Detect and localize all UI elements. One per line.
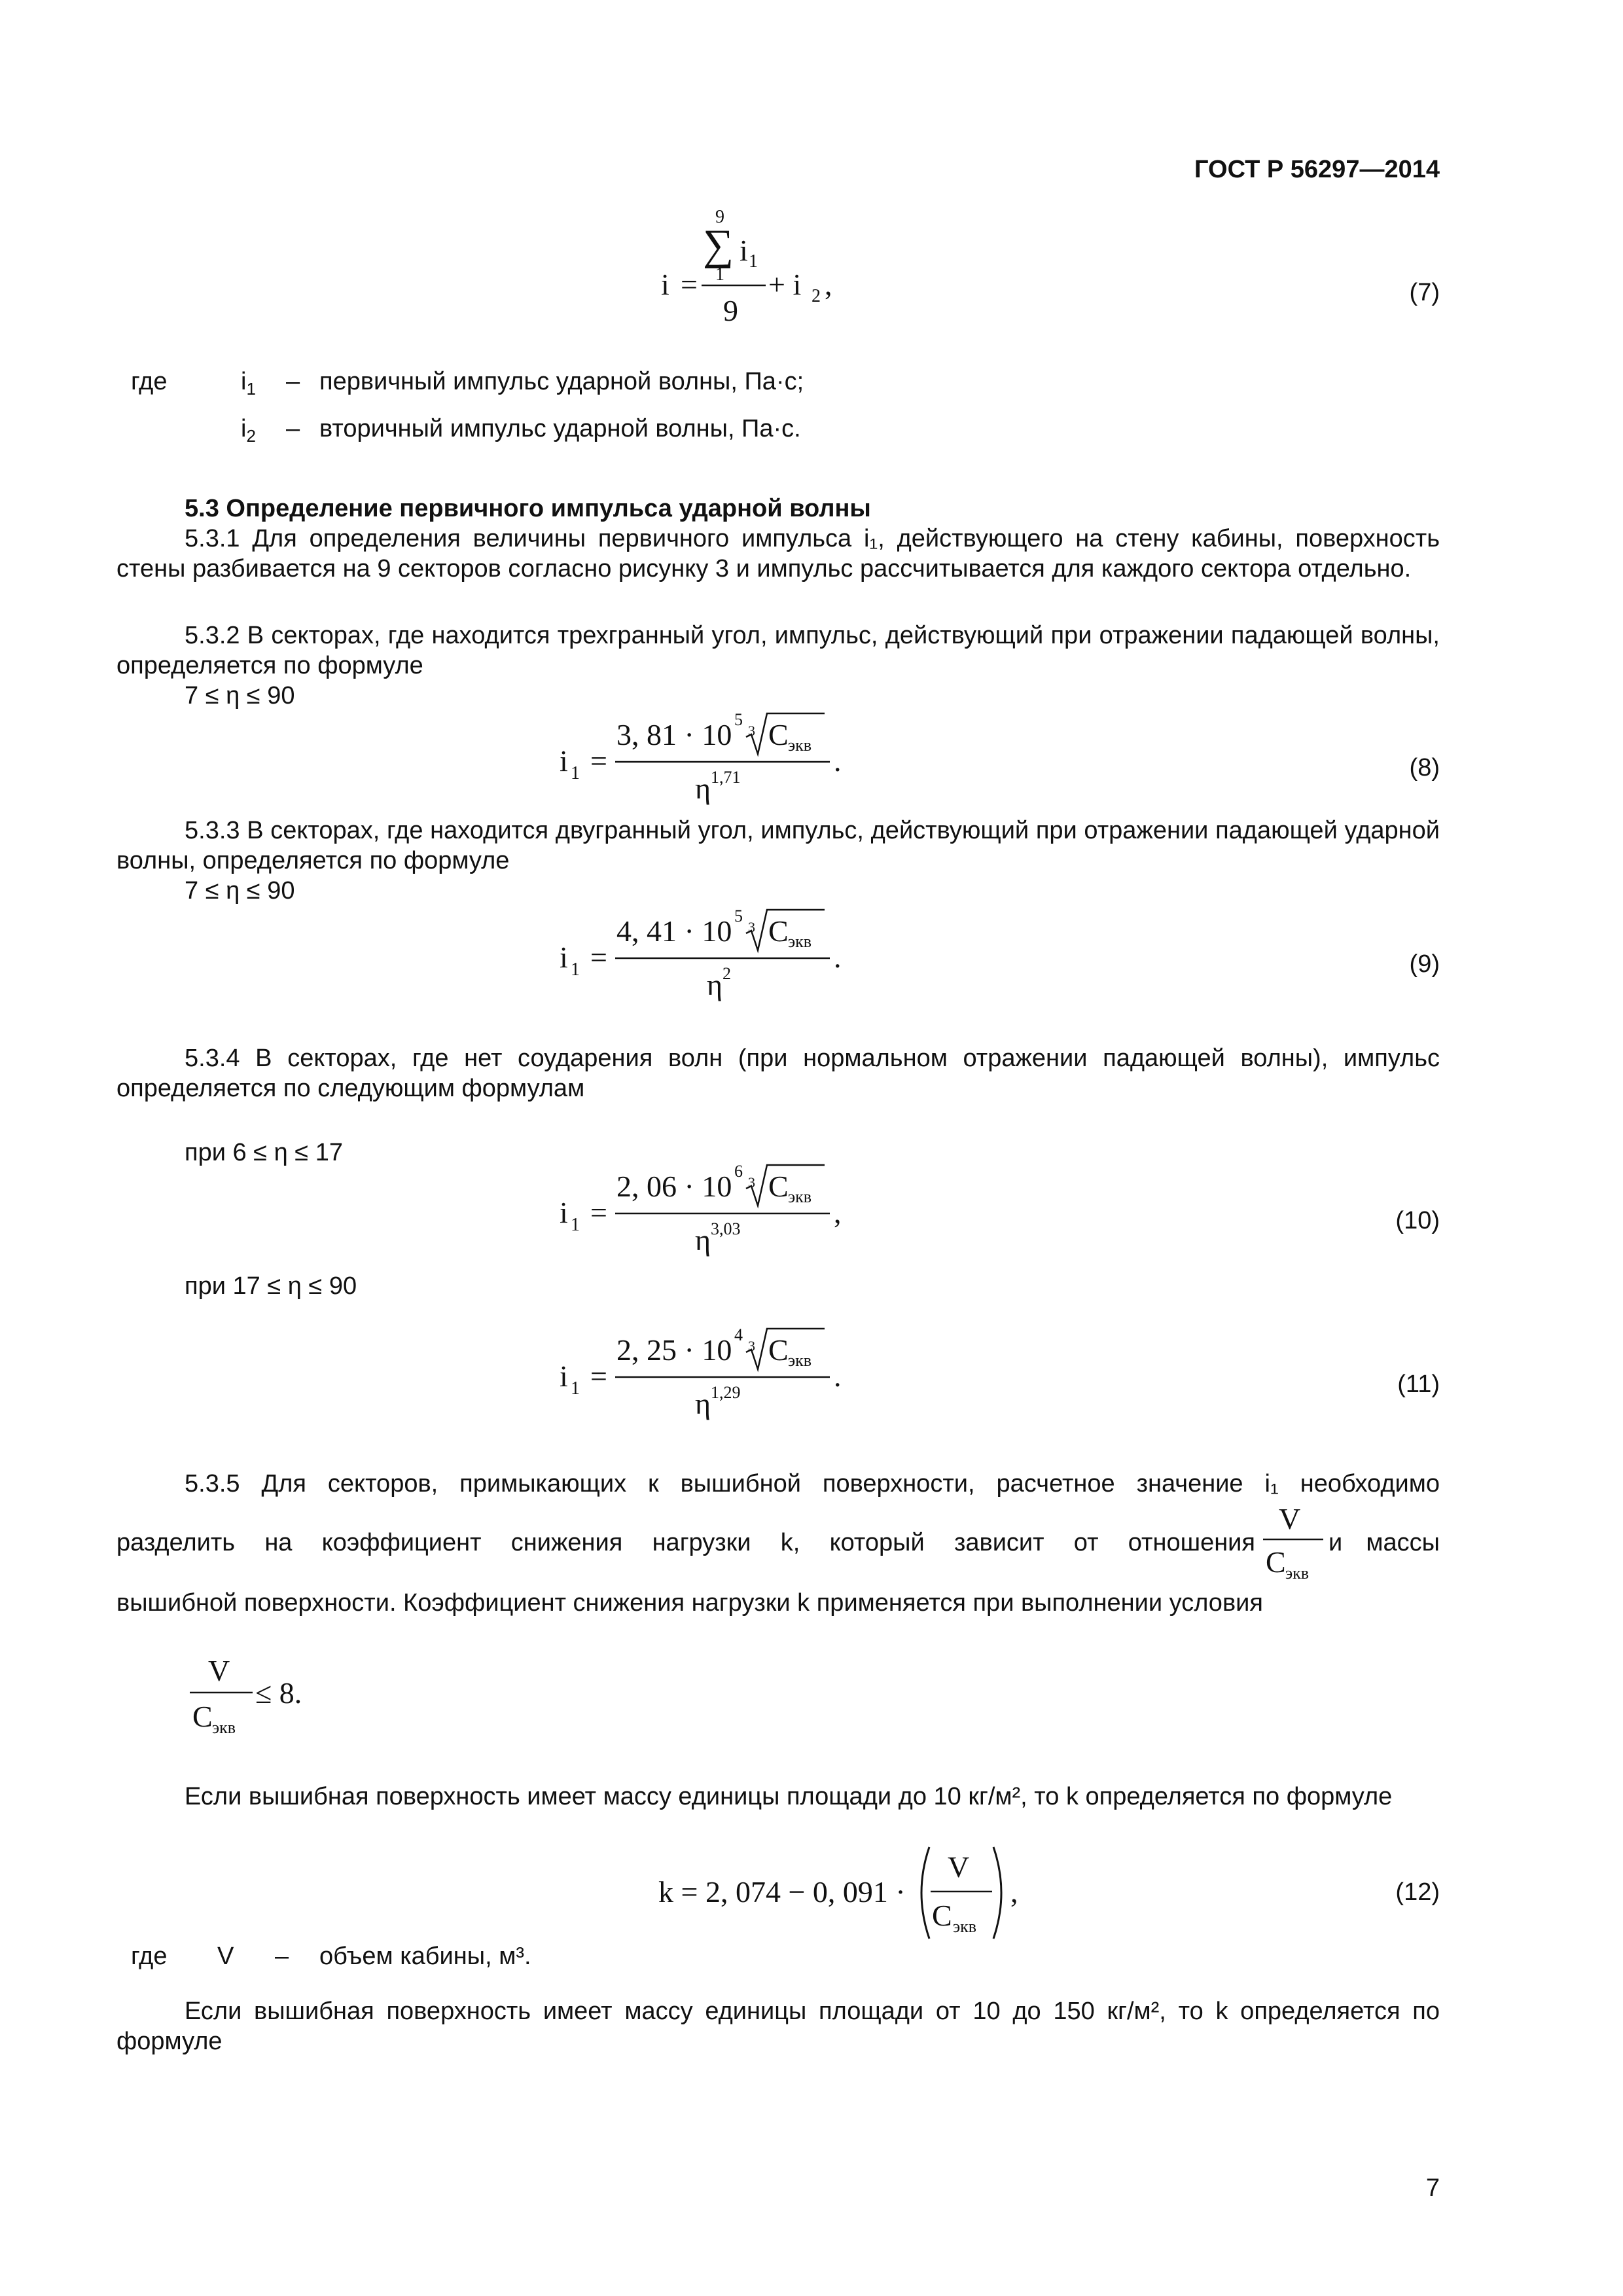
f10-lhs: i	[560, 1196, 568, 1229]
f8-den-exp: 1,71	[711, 768, 741, 787]
f7-lhs: i	[661, 268, 669, 301]
f8-coef: 3, 81 · 10	[616, 718, 732, 751]
f12-end: ,	[1010, 1875, 1018, 1909]
f8-number: (8)	[1409, 754, 1440, 781]
f9-lhs: i	[560, 941, 568, 974]
f10-coef: 2, 06 · 10	[616, 1170, 732, 1203]
f12-den: C	[932, 1899, 952, 1932]
f12-expr: k = 2, 074 − 0, 091 ·	[658, 1875, 906, 1909]
condition-v-c-le-8	[182, 1649, 352, 1748]
f7-number: (7)	[1409, 279, 1440, 306]
formula-7	[648, 208, 897, 339]
condition-10: при 6 ≤ η ≤ 17	[185, 1139, 343, 1166]
where-dash-v: –	[275, 1943, 289, 1970]
f9-lhs-sub: 1	[571, 960, 580, 980]
condition-den-sub: экв	[212, 1718, 236, 1737]
f10-den-exp: 3,03	[711, 1219, 741, 1238]
f7-sum-bot: 1	[715, 264, 724, 285]
formula-11	[550, 1322, 877, 1433]
paragraph-5-3-4: 5.3.4 В секторах, где нет соударения волн (при нормальном отражении падающей волны), импульс определяется по следующим формулам	[116, 1045, 1440, 1102]
f12-left-paren	[921, 1847, 929, 1939]
where-sym-v: V	[217, 1943, 234, 1970]
paragraph-mass-150: Если вышибная поверхность имеет массу единицы площади от 10 до 150 кг/м², то k определяется по формуле	[116, 1998, 1440, 2055]
where-dash-i1: –	[286, 368, 300, 395]
f7-end: ,	[825, 268, 832, 301]
f8-radicand: C	[768, 718, 789, 751]
paragraph-5-3-5-line2b: и массы	[1329, 1529, 1440, 1556]
where-text-i2: вторичный импульс ударной волны, Па·с.	[319, 415, 801, 442]
condition-rel: ≤ 8.	[255, 1676, 302, 1710]
f9-coef: 4, 41 · 10	[616, 914, 732, 948]
f11-root-index: 3	[748, 1338, 755, 1354]
f9-coef-exp: 5	[734, 906, 743, 925]
f8-lhs: i	[560, 744, 568, 778]
f9-equals: =	[590, 941, 607, 974]
f12-num: V	[948, 1850, 970, 1884]
f9-radicand-sub: экв	[788, 932, 812, 951]
standard-id: ГОСТ Р 56297—2014	[1194, 156, 1440, 183]
f7-tail: + i	[768, 268, 802, 301]
where-label-v: где	[131, 1943, 168, 1970]
f11-radicand: C	[768, 1333, 789, 1367]
f10-number: (10)	[1395, 1207, 1440, 1234]
f9-number: (9)	[1409, 950, 1440, 978]
f11-radicand-sub: экв	[788, 1351, 812, 1370]
f11-coef: 2, 25 · 10	[616, 1333, 732, 1367]
condition-11: при 17 ≤ η ≤ 90	[185, 1272, 357, 1300]
f11-den-exp: 1,29	[711, 1383, 741, 1402]
formula-9	[550, 903, 877, 1014]
where-sym-i2: $i_2$	[241, 415, 256, 446]
f11-equals: =	[590, 1359, 607, 1393]
inline-ratio-den-sub: экв	[1285, 1564, 1310, 1583]
formula-12	[654, 1839, 1060, 1950]
where-sym-i1: $i_1$	[241, 368, 256, 399]
f8-root-index: 3	[748, 723, 755, 739]
f10-coef-exp: 6	[734, 1162, 743, 1181]
f8-lhs-sub: 1	[571, 763, 580, 783]
f8-end: .	[834, 744, 842, 778]
f8-den: η	[695, 772, 711, 805]
paragraph-5-3-2: 5.3.2 В секторах, где находится трехгранный угол, импульс, действующий при отражении падающей волны, определяется по формуле	[116, 622, 1440, 679]
page-number: 7	[1425, 2174, 1440, 2202]
f9-den-exp: 2	[722, 964, 731, 983]
condition-num: V	[208, 1654, 230, 1687]
f10-end: ,	[834, 1196, 842, 1229]
f10-equals: =	[590, 1196, 607, 1229]
formula-10	[550, 1158, 877, 1270]
f7-sigma: ∑	[703, 221, 734, 269]
paragraph-mass-10: Если вышибная поверхность имеет массу единицы площади до 10 кг/м², то k определяется по формуле	[185, 1783, 1393, 1810]
f10-den: η	[695, 1223, 711, 1257]
where-dash-i2: –	[286, 415, 300, 442]
formula-8	[550, 707, 877, 818]
f11-lhs-sub: 1	[571, 1378, 580, 1399]
paragraph-5-3-1: 5.3.1 Для определения величины первичного импульса i₁, действующего на стену кабины, поверхность стены разбивается на 9 секторов согласно рисунку 3 и импульс рассчитывается для каждого сектора отдельно.	[116, 525, 1440, 583]
f11-den: η	[695, 1387, 711, 1420]
f10-lhs-sub: 1	[571, 1215, 580, 1235]
f8-radicand-sub: экв	[788, 736, 812, 755]
f7-sum-var: i	[740, 234, 748, 267]
f12-number: (12)	[1395, 1878, 1440, 1906]
f9-den: η	[707, 968, 723, 1001]
paragraph-5-3-5-line2a: разделить на коэффициент снижения нагрузки k, который зависит от отношения	[116, 1529, 1255, 1556]
f10-radicand-sub: экв	[788, 1187, 812, 1206]
f8-coef-exp: 5	[734, 710, 743, 729]
section-heading-5-3: 5.3 Определение первичного импульса ударной волны	[185, 495, 871, 522]
paragraph-5-3-3: 5.3.3 В секторах, где находится двугранный угол, импульс, действующий при отражении падающей ударной волны, определяется по формуле	[116, 817, 1440, 874]
f10-radicand: C	[768, 1170, 789, 1203]
condition-den: C	[192, 1700, 213, 1733]
f8-equals: =	[590, 744, 607, 778]
f9-root-index: 3	[748, 919, 755, 935]
f7-equals: =	[681, 268, 698, 301]
f9-radicand: C	[768, 914, 789, 948]
f7-denominator: 9	[723, 294, 738, 327]
range-5-3-2: 7 ≤ η ≤ 90	[185, 682, 295, 709]
where-text-i1: первичный импульс ударной волны, Па·с;	[319, 368, 804, 395]
f12-den-sub: экв	[953, 1917, 977, 1936]
f11-lhs: i	[560, 1359, 568, 1393]
f11-end: .	[834, 1359, 842, 1393]
f9-end: .	[834, 941, 842, 974]
inline-ratio-num: V	[1279, 1502, 1301, 1535]
f7-tail-sub: 2	[812, 286, 821, 306]
inline-ratio-den: C	[1266, 1545, 1286, 1579]
where-text-v: объем кабины, м³.	[319, 1943, 531, 1970]
f7-sum-top: 9	[715, 208, 724, 227]
f10-root-index: 3	[748, 1174, 755, 1191]
where-label-1: где	[131, 368, 168, 395]
f11-number: (11)	[1397, 1371, 1440, 1398]
paragraph-5-3-5-line1: 5.3.5 Для секторов, примыкающих к вышибной поверхности, расчетное значение i₁ необходимо	[185, 1470, 1440, 1498]
paragraph-5-3-5-line3: вышибной поверхности. Коэффициент снижения нагрузки k применяется при выполнении условия	[116, 1589, 1263, 1617]
f7-sum-var-sub: 1	[749, 251, 758, 272]
inline-ratio-v-c	[1257, 1499, 1329, 1590]
f11-coef-exp: 4	[734, 1325, 743, 1344]
f12-right-paren	[993, 1847, 1001, 1939]
range-5-3-3: 7 ≤ η ≤ 90	[185, 877, 295, 905]
